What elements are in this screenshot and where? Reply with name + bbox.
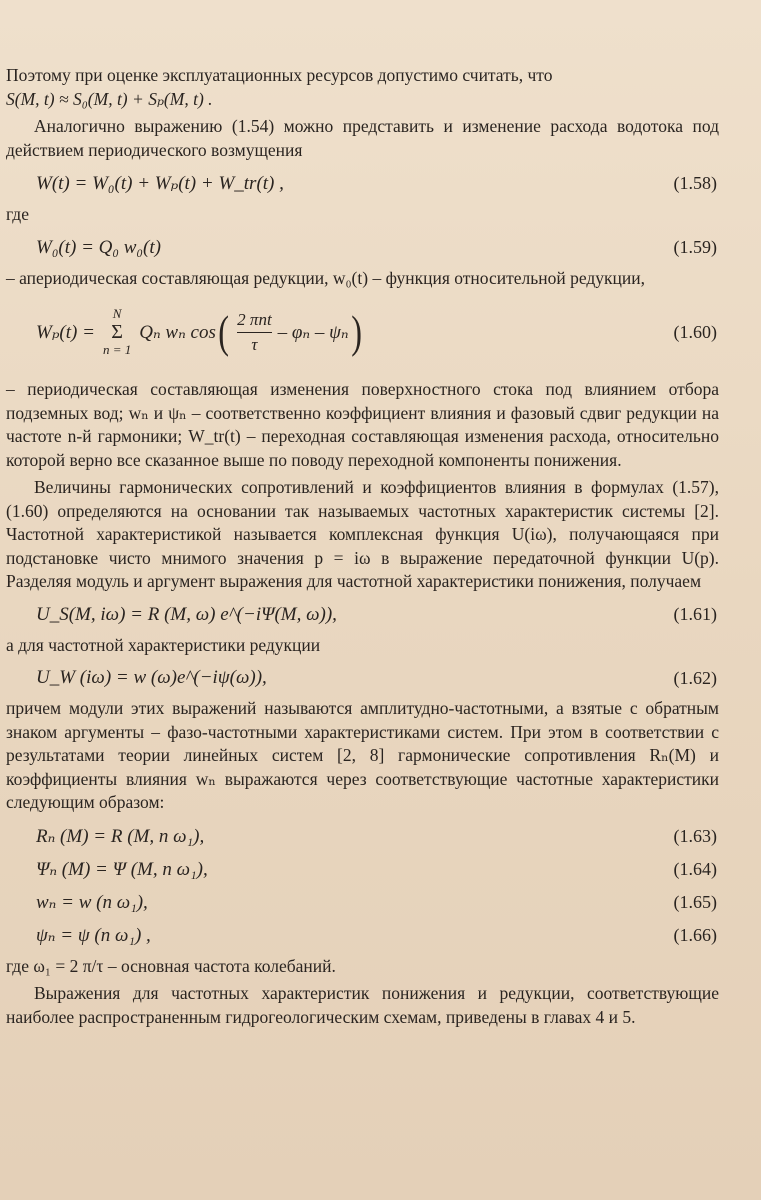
paragraph-8: где ω₁ = 2 π/τ – основная частота колебаний. [6, 955, 336, 976]
fraction-bar [237, 332, 272, 333]
equation-number: (1.60) [673, 321, 717, 342]
equation-1-62 [6, 667, 719, 689]
equation-1-66 [6, 924, 719, 947]
equation-expr: U_W (iω) = w (ω)e^(−iψ(ω)), [36, 667, 267, 688]
equation-expr: Ψₙ (M) = Ψ (M, n ω₁), [36, 858, 208, 880]
paragraph-3: – апериодическая составляющая редукции, w₀(t) – функция относительной редукции, [6, 267, 645, 288]
equation-expr: ψₙ = ψ (n ω₁) , [36, 924, 151, 946]
equation-expr: wₙ = w (n ω₁), [36, 891, 148, 913]
sum-expression [36, 306, 364, 358]
equation-number: (1.62) [673, 667, 717, 688]
sum-body: Qₙ wₙ cos [139, 321, 216, 343]
sum-sign: Σ [111, 321, 123, 343]
equation-expr: W(t) = W₀(t) + Wₚ(t) + W_tr(t) , [36, 173, 284, 194]
equation-1-58 [6, 172, 719, 195]
right-paren: ) [350, 306, 362, 357]
fraction [237, 310, 272, 355]
fraction-numerator: 2 πnt [237, 309, 272, 329]
equation-expr: Rₙ (M) = R (M, n ω₁), [36, 825, 205, 847]
equation-expr: U_S(M, iω) = R (M, ω) e^(−iΨ(M, ω)), [36, 603, 337, 625]
equation-number: (1.63) [673, 825, 717, 846]
sum-lower-limit: n = 1 [102, 342, 132, 357]
equation-number: (1.61) [673, 604, 717, 624]
sum-tail: – φₙ – ψₙ [277, 321, 349, 343]
paragraph-7: причем модули этих выражений называются амплитудно-частотными, а взятые с обратным знаком аргументы – фазо-частотными характеристиками систем. При этом в соответствии с результатами теории линейных систем [2, 8] гармонические сопротивления Rₙ(M) и коэффициенты влияния wₙ выражаются через соответствующие частотные характеристики следующим образом: [6, 698, 719, 812]
paragraph-4: – периодическая составляющая изменения поверхностного стока под влиянием отбора подземных вод; wₙ и ψₙ – соответственно коэффициент влияния и фазовый сдвиг редукции на частоте n-й гармоники; W_tr(t) – переходная составляющая изменения расхода, относительно которой верно все сказанное выше по поводу переходной компоненты понижения. [6, 379, 719, 470]
paragraph-5: Величины гармонических сопротивлений и коэффициентов влияния в формулах (1.57), (1.60) определяются на основании так называемых частотных характеристик системы [2]. Частотной характеристикой называется комплексная функция U(iω), получающаяся при подстановке чисто мнимого значения p = iω в выражение передаточной функции U(p). Разделяя модуль и аргумент выражения для частотной характеристики понижения, получаем [6, 477, 719, 591]
equation-expr: W₀(t) = Q₀ w₀(t) [36, 236, 161, 258]
equation-1-60 [6, 296, 719, 368]
paragraph-1a: Поэтому при оценке эксплуатационных ресурсов допустимо считать, что [6, 65, 553, 85]
equation-1-65 [6, 891, 719, 914]
equation-1-59 [6, 237, 719, 259]
equation-number: (1.58) [673, 173, 717, 193]
paragraph-2: Аналогично выражению (1.54) можно представить и изменение расхода водотока под действием периодического возмущения [6, 116, 719, 160]
equation-lhs: Wₚ(t) = [36, 321, 95, 343]
paragraph-6: а для частотной характеристики редукции [6, 634, 321, 655]
equation-1-61 [6, 604, 719, 626]
equation-number: (1.66) [673, 924, 717, 945]
equation-number: (1.65) [673, 891, 717, 912]
sum-upper-limit: N [112, 306, 122, 321]
equation-number: (1.64) [673, 858, 717, 879]
left-paren: ( [218, 306, 229, 357]
where-label: где [6, 204, 29, 224]
equation-number: (1.59) [673, 237, 717, 257]
paragraph-1b: S(M, t) ≈ S₀(M, t) + Sₚ(M, t) . [6, 88, 213, 109]
sigma-symbol [103, 306, 131, 358]
paragraph-9: Выражения для частотных характеристик понижения и редукции, соответствующие наиболее распространенным гидрогеологическим схемам, приведены в главах 4 и 5. [6, 983, 719, 1027]
fraction-denominator: τ [251, 334, 258, 354]
equation-1-64 [6, 858, 719, 881]
equation-1-63 [6, 825, 719, 848]
